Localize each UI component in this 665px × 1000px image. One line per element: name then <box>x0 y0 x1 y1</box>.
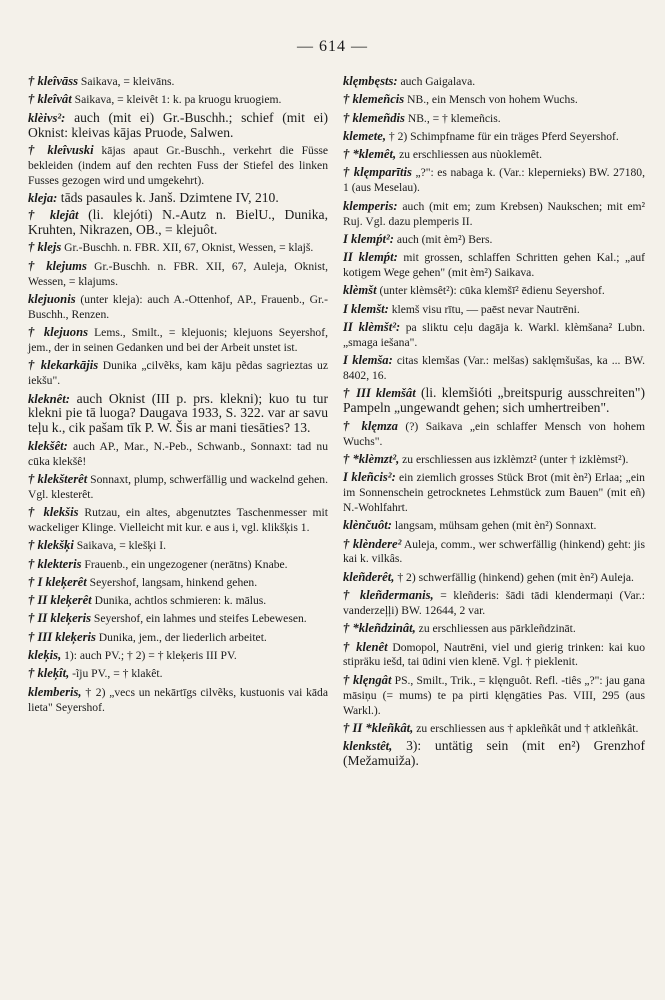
entry-headword: klèivs²: <box>28 110 66 125</box>
entry-text: 1): auch PV.; † 2) = † kleķeris III PV. <box>61 649 237 663</box>
entry-text: Gr.-Buschh. n. FBR. XII, 67, Auleja, Oknist, Wessen, = klajums. <box>28 259 329 288</box>
entry-text: auch (mit èm²) Bers. <box>394 232 493 246</box>
dictionary-entry <box>28 292 328 323</box>
dictionary-entry <box>28 648 328 664</box>
dictionary-entry <box>343 165 645 196</box>
dictionary-entry <box>28 505 328 536</box>
entry-headword: † II kleķeris <box>28 611 91 626</box>
entry-headword: † klenêt <box>343 639 388 654</box>
dictionary-entry <box>28 325 328 356</box>
dictionary-entry <box>343 419 645 450</box>
entry-headword: II klèmšt²: <box>343 319 401 334</box>
dictionary-entry <box>343 147 645 163</box>
entry-headword: † klekšķi <box>28 538 74 553</box>
entry-headword: klemete, <box>343 128 387 143</box>
entry-text: auch (mit em; zum Krebsen) Naukschen; mit em² Ruj. Vgl. dazu plemperis II. <box>343 199 645 228</box>
entry-headword: † kleñdermanis, <box>343 588 434 602</box>
dictionary-entry <box>343 621 645 637</box>
page-number: — 614 — <box>297 38 368 55</box>
entry-text: 3): untätig sein (mit en²) Grenzhof (Mežamuiža). <box>343 738 645 769</box>
entry-headword: † klekteris <box>28 556 82 571</box>
entry-text: langsam, mühsam gehen (mit èn²) Sonnaxt. <box>391 519 597 533</box>
dictionary-entry <box>343 739 645 769</box>
entry-text: (unter kleja): auch A.-Ottenhof, AP., Frauenb., Gr.-Buschh., Renzen. <box>28 292 328 321</box>
entry-text: auch AP., Mar., N.-Peb., Schwanb., Sonnaxt: tad nu cūka klekšê! <box>28 439 328 468</box>
entry-headword: † klęmza <box>343 418 398 433</box>
dictionary-entry <box>28 439 328 470</box>
entry-text: Seyershof, langsam, hinkend gehen. <box>86 575 258 589</box>
entry-text: Frauenb., ein ungezogener (nerātns) Knabe. <box>81 557 288 571</box>
dictionary-entry <box>343 283 645 299</box>
entry-text: Dunika „cilvẽks, kam kāju pẽdas sagrieztas uz iekšu". <box>28 359 328 388</box>
entry-text: PS., Smilt., Trik., = klęnguôt. Refl. -tiês „?": jau gana māsiņu (= mums) te pa pirti klęngāties Pas. VIII, 295 (aus Warkl.). <box>343 673 645 717</box>
entry-text: (li. klejóti) N.-Autz n. BielU., Dunika, Kruhten, Nikrazen, OB., = klejuôt. <box>28 207 328 238</box>
entry-headword: klenkstêt, <box>343 739 393 754</box>
entry-text: Rutzau, ein altes, abgenutztes Taschenmesser mit wackeliger Klinge. Vielleicht mit kur. e aus i, vgl. klikšķis 1. <box>28 506 328 534</box>
dictionary-entry <box>343 640 645 671</box>
dictionary-entry <box>28 92 328 108</box>
dictionary-entry <box>28 593 328 609</box>
dictionary-entry <box>343 673 645 719</box>
dictionary-entry <box>28 538 328 554</box>
entry-headword: kleja: <box>28 190 58 205</box>
entry-text: kājas apaut Gr.-Buschh., verkehrt die Füsse bekleiden (indem auf den rechten Fuss der Stiefel des linken Fusses gezogen wird und umgekehrt). <box>28 143 329 187</box>
entry-headword: kleķis, <box>28 648 62 663</box>
entry-headword: † *klèmzt², <box>343 451 400 466</box>
entry-text: ein ziemlich grosses Stück Brot (mit èn²) Erlaa; „ein im Sonnenschein getrocknetes Lehmstück zum Bauen" (mit eñ) N.-Wohlfahrt. <box>343 471 645 514</box>
entry-headword: † III kleķeris <box>28 629 96 644</box>
entry-headword: † klekšterêt <box>28 471 88 486</box>
dictionary-entry <box>28 191 328 206</box>
entry-headword: † klekarkājis <box>28 358 99 373</box>
entry-text: Gr.-Buschh. n. FBR. XII, 67, Oknist, Wessen, = klajš. <box>61 241 314 255</box>
entry-headword: † klejât <box>28 208 79 223</box>
dictionary-entry <box>343 129 645 145</box>
entry-headword: klèmšt <box>343 283 377 298</box>
entry-text: klemš visu rītu, — paēst nevar Nautrēni. <box>388 302 580 316</box>
entry-headword: † klekšis <box>28 505 79 520</box>
dictionary-entry <box>28 111 328 141</box>
entry-headword: kleñderêt, <box>343 569 395 584</box>
entry-text: † 2) „vecs un nekārtīgs cilvẽks, kustuonis vai kāda lieta" Seyershof. <box>28 685 328 714</box>
entry-text: NB., ein Mensch von hohem Wuchs. <box>404 93 578 107</box>
entry-text: Dunika, achtlos schmieren: k. mālus. <box>91 594 267 608</box>
entry-text: auch (mit ei) Gr.-Buschh.; schief (mit ei) Oknist: kleivas kājas Pruode, Salwen. <box>28 109 328 140</box>
dictionary-entry <box>28 259 328 290</box>
entry-headword: kleknêt: <box>28 391 70 406</box>
entry-text: mit grossen, schlaffen Schritten gehen Kal.; „auf kotigem Wege gehen" (mit èm²) Saikava. <box>343 251 646 280</box>
dictionary-entry <box>343 199 645 230</box>
entry-headword: † klejums <box>28 258 87 273</box>
dictionary-entry <box>28 575 328 591</box>
entry-headword: I klemṕt²: <box>343 231 394 246</box>
dictionary-entry <box>28 358 328 389</box>
dictionary-entry <box>343 518 645 534</box>
dictionary-entry <box>343 386 645 416</box>
entry-headword: klènčuôt: <box>343 518 392 533</box>
entry-headword: † klejuons <box>28 325 88 340</box>
entry-headword: † *kleñdzinât, <box>343 621 416 636</box>
entry-text: auch Oknist (III p. prs. klekni); kuo tu tur klekni pie tā luoga? Daugava 1933, S. 322. var ar savu teļu k., cik pašam tīk P. W. Šis ar mani tiesāties? 13. <box>28 390 328 436</box>
dictionary-entry <box>28 630 328 646</box>
entry-headword: † II *kleñkât, <box>343 720 414 735</box>
entry-headword: † kleîvāss <box>28 74 79 88</box>
entry-text: Sonnaxt, plump, schwerfällig und wackelnd gehen. Vgl. klesterêt. <box>28 472 328 501</box>
dictionary-entry <box>28 685 328 716</box>
entry-headword: † I kleķerêt <box>28 574 87 589</box>
dictionary-entry <box>343 537 645 568</box>
entry-headword: † II kleķerêt <box>28 593 92 608</box>
entry-headword: klęmbęsts: <box>343 74 398 88</box>
entry-text: pa sliktu ceļu dagāja k. Warkl. klèmšana² Lubn. „smaga iešana". <box>343 320 645 349</box>
entry-text: Saikava, = kleivāns. <box>78 75 175 88</box>
entry-headword: I klemšt: <box>343 301 389 316</box>
entry-text: citas klemšas (Var.: melšas) saklęmšušas, ka ... BW. 8402, 16. <box>343 354 646 383</box>
entry-text: Saikava, = kleivêt 1: k. pa kruogu kruogiem. <box>71 93 282 107</box>
entry-headword: klemberis, <box>28 684 82 699</box>
dictionary-entry <box>343 588 645 619</box>
entry-headword: † klemeñcis <box>343 92 405 107</box>
dictionary-entry <box>28 74 328 90</box>
entry-headword: I kleñcis²: <box>343 470 396 485</box>
entry-headword: † klèndere² <box>343 536 402 551</box>
entry-headword: † kleîvuski <box>28 142 94 157</box>
dictionary-entry <box>343 570 645 586</box>
dictionary-entry <box>28 557 328 573</box>
entry-text: zu erschliessen aus pārkleñdzināt. <box>415 622 576 636</box>
dictionary-entry <box>28 611 328 627</box>
dictionary-entry <box>28 143 328 189</box>
entry-headword: † klemeñdis <box>343 110 405 125</box>
entry-headword: † kleķît, <box>28 666 70 681</box>
dictionary-entry <box>28 472 328 503</box>
entry-headword: klemperis: <box>343 198 398 213</box>
entry-text: zu erschliessen aus izklèmzt² (unter † izklèmst²). <box>399 452 629 466</box>
entry-text: tāds pasaules k. Janš. Dzimtene IV, 210. <box>57 189 279 205</box>
entry-text: Auleja, comm., wer schwerfällig (hinkend) geht: jis kai k. vilkâs. <box>343 537 645 566</box>
entry-text: Dunika, jem., der liederlich arbeitet. <box>95 630 267 644</box>
entry-text: (unter klèmsêt²): cūka klemšī² ēdienu Seyershof. <box>376 284 605 298</box>
entry-headword: klejuonis <box>28 291 76 306</box>
entry-text: zu erschliessen aus nùoklemêt. <box>396 148 543 162</box>
entry-text: Domopol, Nautrēni, viel und gierig trinken: kai kuo stipräku iešd, tai ūdini vien klenē. Vgl. † pieklenit. <box>343 640 645 669</box>
entry-text: (li. klemšióti „breitspurig ausschreiten") Pampeln „ungewandt gehen; sich umhertreiben". <box>343 385 645 416</box>
right-column <box>343 74 645 771</box>
dictionary-entry <box>343 74 645 90</box>
entry-text: Seyershof, ein lahmes und steifes Lebewesen. <box>90 612 307 626</box>
dictionary-entry <box>343 320 645 351</box>
entry-text: † 2) Schimpfname für ein träges Pferd Seyershof. <box>386 129 619 143</box>
entry-headword: klekšêt: <box>28 438 68 453</box>
dictionary-entry <box>28 392 328 437</box>
dictionary-entry <box>28 208 328 238</box>
dictionary-entry <box>28 240 328 256</box>
dictionary-entry <box>343 92 645 108</box>
entry-headword: I klemša: <box>343 353 393 368</box>
dictionary-entry <box>343 721 645 737</box>
entry-headword: II klemṕt: <box>343 250 398 265</box>
entry-text: auch Gaigalava. <box>397 75 476 88</box>
dictionary-entry <box>343 232 645 248</box>
entry-headword: † klejs <box>28 240 62 255</box>
entry-headword: † klęmparītis <box>343 165 412 180</box>
dictionary-entry <box>343 302 645 318</box>
dictionary-entry <box>343 111 645 127</box>
entry-text: (?) Saikava „ein schlaffer Mensch von hohem Wuchs". <box>343 419 645 448</box>
entry-text: NB., = † klemeñcis. <box>404 111 501 125</box>
entry-headword: † klęngât <box>343 672 392 687</box>
entry-headword: † *klemêt, <box>343 147 397 162</box>
entry-text: -ĩju PV., = † klakêt. <box>69 667 163 681</box>
dictionary-entry <box>28 666 328 682</box>
entry-text: „?": es nabaga k. (Var.: klepernieks) BW. 27180, 1 (aus Meselau). <box>343 166 645 195</box>
dictionary-entry <box>343 470 645 516</box>
dictionary-entry <box>343 452 645 468</box>
entry-text: † 2) schwerfällig (hinkend) gehen (mit èn²) Auleja. <box>394 570 634 584</box>
entry-headword: † III klemšât <box>343 386 416 401</box>
entry-text: zu erschliessen aus † apkleñkât und † atkleñkât. <box>413 721 639 735</box>
left-column <box>28 74 328 718</box>
entry-text: Lems., Smilt., = klejuonis; klejuons Seyershof, jem., der in seinen Gedanken und bei der Arbeit unstet ist. <box>28 326 328 355</box>
entry-headword: † kleîvât <box>28 92 72 107</box>
dictionary-entry <box>343 250 645 281</box>
entry-text: = kleñderis: šādi tādi klendermaņi (Var.: vanderzeļļi) BW. 12644, 2 var. <box>343 589 645 617</box>
entry-text: Saikava, = klešķi I. <box>73 539 167 553</box>
dictionary-entry <box>343 353 645 384</box>
